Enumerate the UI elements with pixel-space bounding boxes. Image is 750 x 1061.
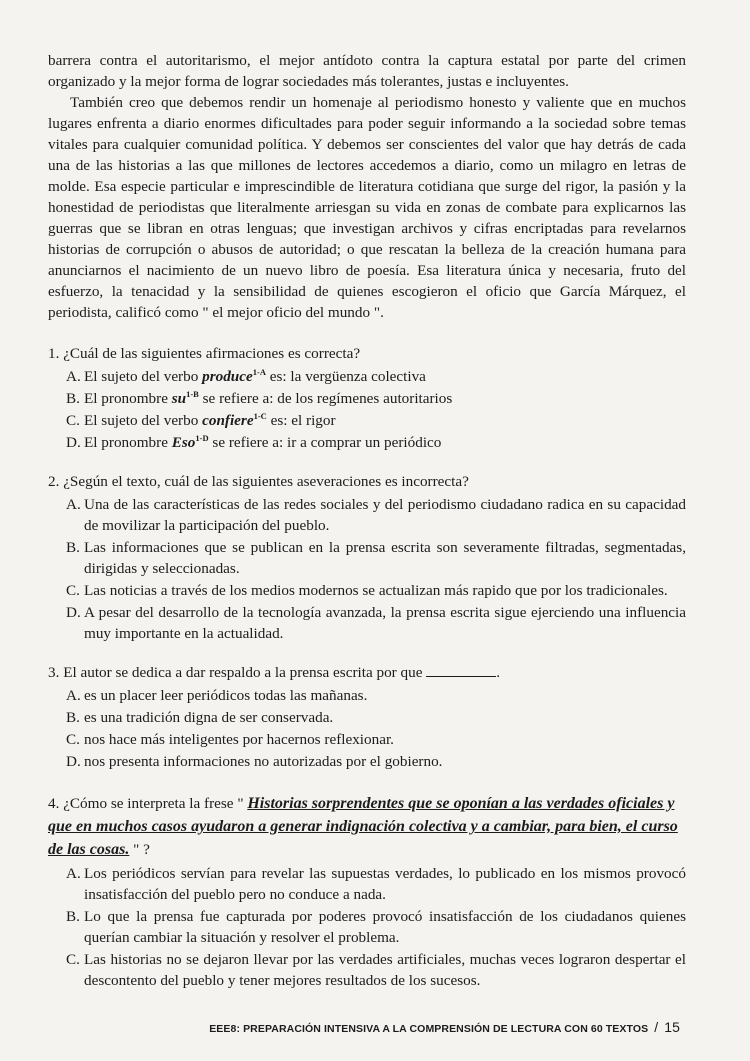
question-4-option-c <box>66 949 686 991</box>
option-text-pre: El sujeto del verbo <box>84 412 203 429</box>
option-letter: D. <box>66 604 81 621</box>
option-text-pre: El sujeto del verbo <box>84 368 203 385</box>
question-2-option-d <box>66 602 686 644</box>
option-letter: B. <box>66 908 80 925</box>
question-3-stem: 3. El autor se dedica a dar respaldo a la prensa escrita por que <box>48 664 423 681</box>
question-3-option-c <box>66 729 686 750</box>
question-1-option-a <box>66 366 686 387</box>
question-4-stem <box>48 792 686 861</box>
option-text: Lo que la prensa fue capturada por poderes provocó insatisfacción de los ciudadanos quienes querían cambiar la situación y resolver el problema. <box>84 908 686 946</box>
reference-tag: 1-A <box>252 366 266 377</box>
highlighted-word: Eso <box>171 434 196 451</box>
question-1-stem: 1. ¿Cuál de las siguientes afirmaciones es correcta? <box>48 345 361 362</box>
question-2-stem: 2. ¿Según el texto, cuál de las siguientes aseveraciones es incorrecta? <box>48 473 469 490</box>
question-2-option-b <box>66 537 686 579</box>
page-content <box>48 50 686 992</box>
question-3-option-b <box>66 707 686 728</box>
question-4-option-b <box>66 906 686 948</box>
question-2-option-c <box>66 580 686 601</box>
question-3-stem-end: . <box>496 664 501 681</box>
question-4-stem-post: " ? <box>129 841 150 858</box>
page-footer <box>209 1019 680 1035</box>
question-4-option-a <box>66 863 686 905</box>
highlighted-word: confiere <box>202 412 254 429</box>
option-text: nos hace más inteligentes por hacernos reflexionar. <box>84 731 394 748</box>
option-letter: C. <box>66 412 80 429</box>
option-letter: A. <box>66 368 81 385</box>
question-1-option-c <box>66 410 686 431</box>
option-letter: B. <box>66 709 80 726</box>
option-text: Las informaciones que se publican en la prensa escrita son severamente filtradas, segmentadas, dirigidas y seleccionadas. <box>84 539 686 577</box>
question-4-stem-pre: 4. ¿Cómo se interpreta la frese " <box>48 795 248 812</box>
option-text: es una tradición digna de ser conservada. <box>84 709 334 726</box>
option-text: A pesar del desarrollo de la tecnología avanzada, la prensa escrita sigue ejerciendo una influencia muy importante en la actualidad. <box>84 604 686 642</box>
question-1-options <box>66 366 686 453</box>
option-text: Las historias no se dejaron llevar por las verdades artificiales, muchas veces lograron despertar el descontento del pueblo y tener mejores resultados de los sucesos. <box>84 951 686 989</box>
option-letter: B. <box>66 539 80 556</box>
option-letter: C. <box>66 731 80 748</box>
reference-tag: 1-D <box>195 432 209 443</box>
option-letter: A. <box>66 687 81 704</box>
option-text: es un placer leer periódicos todas las mañanas. <box>84 687 368 704</box>
option-letter: D. <box>66 434 81 451</box>
option-text-post: se refiere a: de los regímenes autoritarios <box>198 390 453 407</box>
question-2 <box>48 471 686 644</box>
footer-separator: / <box>654 1019 659 1035</box>
question-2-options <box>66 494 686 644</box>
option-letter: A. <box>66 496 81 513</box>
option-letter: C. <box>66 951 80 968</box>
highlighted-word: produce <box>202 368 253 385</box>
quoted-phrase: Historias sorprendentes que se oponían a las verdades oficiales y que en muchos casos ayudaron a generar indignación colectiva y a cambiar, para bien, el curso de las cosas. <box>48 795 678 858</box>
answer-blank <box>426 664 496 677</box>
question-3-option-d <box>66 751 686 772</box>
option-text-pre: El pronombre <box>84 434 172 451</box>
highlighted-word: su <box>171 390 187 407</box>
passage-paragraph-2: También creo que debemos rendir un homenaje al periodismo honesto y valiente que en muchos lugares enfrenta a diario enormes dificultades para poder seguir informando a la sociedad sobre temas vitales para cualquier comunidad política. Y debemos ser conscientes del valor que hay detrás de cada una de las historias a las que millones de lectores accedemos a diario, como un milagro en letras de molde. Esa especie particular e imprescindible de literatura cotidiana que surge del rigor, la pasión y la honestidad de periodistas que literalmente arriesgan su vida en zonas de combate para explicarnos las guerras que se libran en otras lenguas; que investigan archivos y cifras encriptadas para revelarnos historias de corrupción o abusos de autoridad; o que rescatan la belleza de la creación humana para anunciarnos el nacimiento de un nuevo libro de poesía. Esa literatura única y necesaria, fruto del esfuerzo, la tenacidad y la sensibilidad de quienes escogieron el oficio que García Márquez, el periodista, calificó como " el mejor oficio del mundo ". <box>48 94 686 321</box>
question-3-options <box>66 685 686 772</box>
question-1 <box>48 343 686 453</box>
footer-book-title: EEE8: PREPARACIÓN INTENSIVA A LA COMPRENSIÓN DE LECTURA CON 60 TEXTOS <box>209 1023 649 1035</box>
question-4-options <box>66 863 686 991</box>
reference-tag: 1-B <box>186 388 199 399</box>
option-letter: A. <box>66 865 81 882</box>
question-1-option-b <box>66 388 686 409</box>
page-number: 15 <box>664 1019 680 1035</box>
option-text-post: se refiere a: ir a comprar un periódico <box>208 434 442 451</box>
option-text: Las noticias a través de los medios modernos se actualizan más rapido que por los tradicionales. <box>84 582 668 599</box>
option-text: nos presenta informaciones no autorizadas por el gobierno. <box>84 753 443 770</box>
question-3-stem-line <box>48 662 686 683</box>
question-1-option-d <box>66 432 686 453</box>
passage-paragraph-1: barrera contra el autoritarismo, el mejor antídoto contra la captura estatal por parte del crimen organizado y la mejor forma de lograr sociedades más tolerantes, justas e incluyentes. <box>48 52 686 90</box>
reference-tag: 1-C <box>253 410 267 421</box>
option-letter: D. <box>66 753 81 770</box>
question-2-option-a <box>66 494 686 536</box>
question-3 <box>48 662 686 772</box>
question-3-option-a <box>66 685 686 706</box>
option-letter: C. <box>66 582 80 599</box>
option-text-post: es: la vergüenza colectiva <box>265 368 426 385</box>
question-4 <box>48 792 686 991</box>
option-text-pre: El pronombre <box>84 390 172 407</box>
option-text: Una de las características de las redes sociales y del periodismo ciudadano radica en su capacidad de movilizar la participación del pueblo. <box>84 496 686 534</box>
option-text: Los periódicos servían para revelar las supuestas verdades, lo publicado en los mismos provocó insatisfacción del pueblo pero no conduce a nada. <box>84 865 686 903</box>
option-letter: B. <box>66 390 80 407</box>
option-text-post: es: el rigor <box>266 412 336 429</box>
